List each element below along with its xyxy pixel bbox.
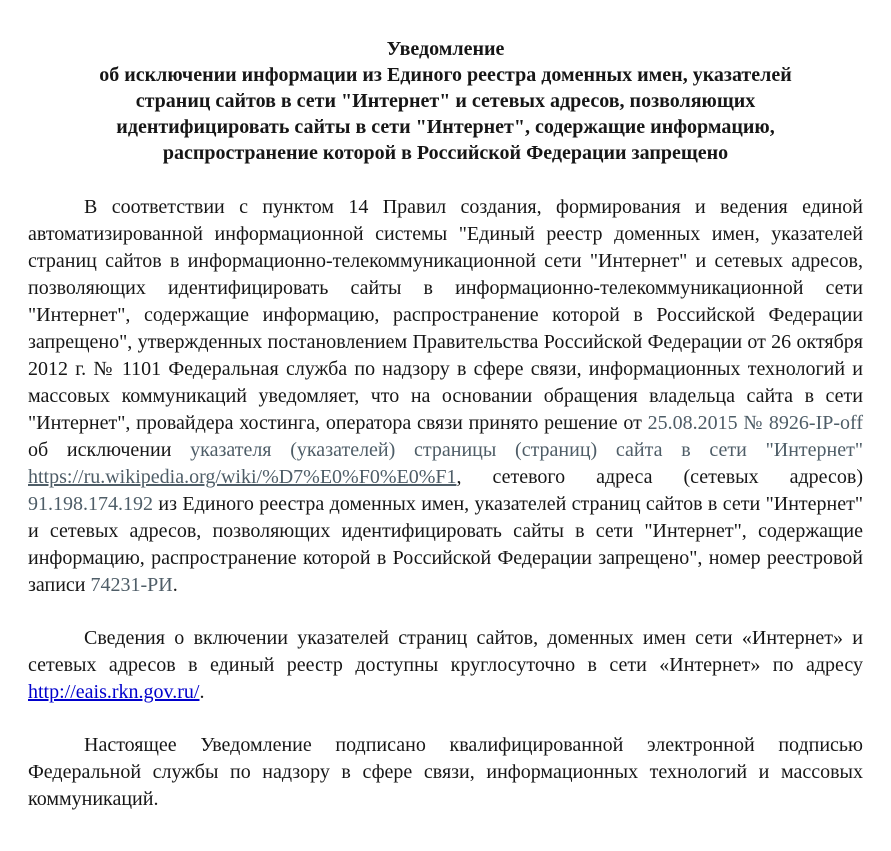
title-subject: об исключении информации из Единого реестра доменных имен, указателей страниц сайтов в сети "Интернет" и сетевых адресов, позволяющих идентифицировать сайты в сети "Интернет", содержащие информацию, распространение которой в Российской Федерации запрещено xyxy=(99,64,792,164)
text-run: об исключении xyxy=(28,439,191,461)
eais-url-link[interactable]: http://eais.rkn.gov.ru/ xyxy=(28,681,200,703)
paragraph-legal-basis xyxy=(28,194,863,599)
title-word: Уведомление xyxy=(386,38,505,60)
decision-date-number: 25.08.2015 № 8926-IP-off xyxy=(647,412,863,434)
paragraph-registry-info xyxy=(28,625,863,706)
text-run: В соответствии с пунктом 14 Правил создания, формирования и ведения единой автоматизированной информационной системы "Единый реестр доменных имен, указателей страниц сайтов в информационно-телекоммуникационной сети "Интернет" и сетевых адресов, позволяющих идентифицировать сайты в информационно-телекоммуникационной сети "Интернет", содержащие информацию, распространение которой в Российской Федерации запрещено", утвержденных постановлением Правительства Российской Федерации от 26 октября 2012 г. № 1101 Федеральная служба по надзору в сфере связи, информационных технологий и массовых коммуникаций уведомляет, что на основании обращения владельца сайта в сети "Интернет", провайдера хостинга, оператора связи принято решение от xyxy=(28,196,863,434)
text-run: Настоящее Уведомление подписано квалифицированной электронной подписью Федеральной службы по надзору в сфере связи, информационных технологий и массовых коммуникаций. xyxy=(28,734,863,810)
text-run: . xyxy=(199,681,205,703)
text-run: . xyxy=(172,574,178,596)
text-run: из Единого реестра доменных имен, указателей страниц сайтов в сети "Интернет" и сетевых адресов, позволяющих идентифицировать сайты в сети "Интернет", содержащие информацию, распространение которой в Российской Федерации запрещено", номер реестровой записи xyxy=(28,493,863,596)
wikipedia-url-link[interactable]: https://ru.wikipedia.org/wiki/%D7%E0%F0%E0%F1 xyxy=(28,466,457,488)
excluded-page-pointer-text: указателя (указателей) страницы (страниц) сайта в сети "Интернет" xyxy=(190,439,863,461)
ip-address: 91.198.174.192 xyxy=(28,493,153,515)
registry-record-number: 74231-РИ xyxy=(90,574,173,596)
text-run: Сведения о включении указателей страниц сайтов, доменных имен сети «Интернет» и сетевых адресов в единый реестр доступны круглосуточно в сети «Интернет» по адресу xyxy=(28,627,863,676)
paragraph-signature xyxy=(28,732,863,813)
text-run: , сетевого адреса (сетевых адресов) xyxy=(456,466,863,488)
document-title xyxy=(67,36,825,166)
